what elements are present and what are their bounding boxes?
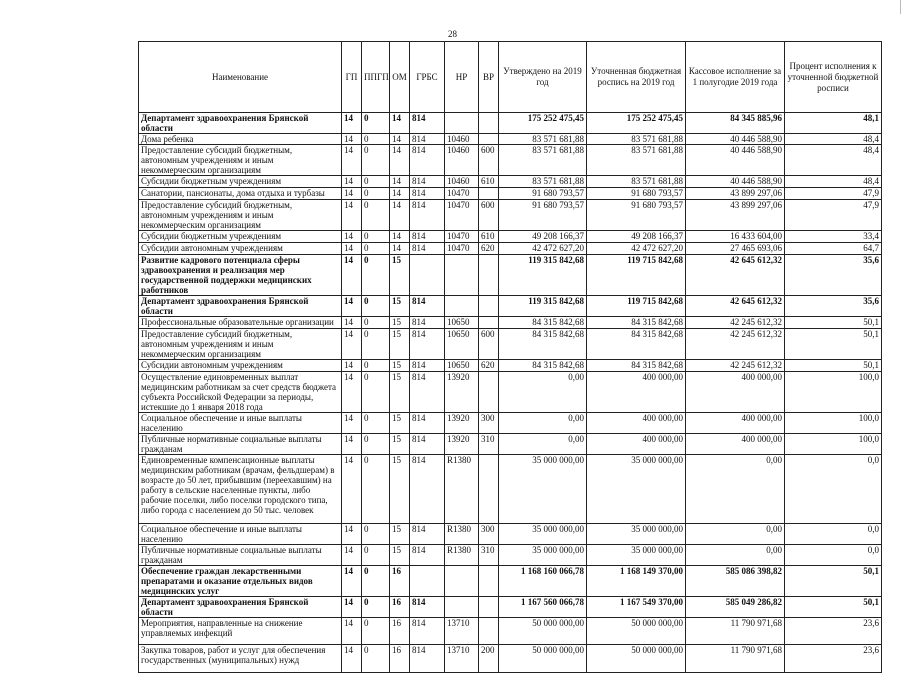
cell-vr: 620 <box>479 360 499 372</box>
cell-vr: 600 <box>479 145 499 176</box>
cell-gp: 14 <box>342 618 362 645</box>
cell-refined: 175 252 475,45 <box>587 113 686 134</box>
cell-approved: 35 000 000,00 <box>499 524 587 545</box>
cell-name: Предоставление субсидий бюджетным, автономным учреждениям и иным некоммерческим организациям <box>139 329 342 360</box>
cell-name: Публичные нормативные социальные выплаты гражданам <box>139 545 342 566</box>
table-row <box>139 243 882 255</box>
table-row <box>139 645 882 673</box>
cell-vr <box>479 372 499 413</box>
table-body <box>139 113 882 673</box>
cell-nr: 13920 <box>445 372 479 413</box>
col-header-executed: Кассовое исполнение за 1 полугодие 2019 года <box>686 42 785 113</box>
cell-grbs: 814 <box>410 317 445 329</box>
cell-percent: 47,9 <box>785 188 882 200</box>
cell-percent: 35,6 <box>785 296 882 317</box>
cell-executed: 585 086 398,82 <box>686 566 785 597</box>
cell-nr: 10470 <box>445 188 479 200</box>
cell-vr: 200 <box>479 645 499 673</box>
cell-om: 16 <box>390 566 410 597</box>
cell-nr: 10460 <box>445 176 479 188</box>
cell-gp: 14 <box>342 145 362 176</box>
cell-vr <box>479 317 499 329</box>
cell-vr <box>479 255 499 296</box>
cell-nr: R1380 <box>445 455 479 524</box>
cell-nr: 10470 <box>445 243 479 255</box>
cell-refined: 1 167 549 370,00 <box>587 597 686 618</box>
cell-name: Субсидии автономным учреждениям <box>139 360 342 372</box>
cell-approved: 175 252 475,45 <box>499 113 587 134</box>
table-row <box>139 597 882 618</box>
cell-om: 16 <box>390 645 410 673</box>
cell-name: Департамент здравоохранения Брянской области <box>139 296 342 317</box>
cell-vr <box>479 113 499 134</box>
table-row <box>139 231 882 243</box>
cell-grbs: 814 <box>410 372 445 413</box>
table-row <box>139 113 882 134</box>
cell-ppgp: 0 <box>362 243 390 255</box>
cell-ppgp: 0 <box>362 231 390 243</box>
cell-ppgp: 0 <box>362 413 390 434</box>
cell-executed: 400 000,00 <box>686 372 785 413</box>
cell-vr <box>479 188 499 200</box>
cell-om: 16 <box>390 618 410 645</box>
cell-ppgp: 0 <box>362 566 390 597</box>
cell-name: Осуществление единовременных выплат медицинским работникам за счет средств бюджета субъекта Российской Федерации за периоды, истекшие до 1 января 2018 года <box>139 372 342 413</box>
cell-grbs: 814 <box>410 545 445 566</box>
cell-approved: 35 000 000,00 <box>499 545 587 566</box>
cell-percent: 64,7 <box>785 243 882 255</box>
cell-gp: 14 <box>342 255 362 296</box>
table-row <box>139 329 882 360</box>
cell-grbs: 814 <box>410 134 445 145</box>
cell-executed: 40 446 588,90 <box>686 145 785 176</box>
cell-ppgp: 0 <box>362 176 390 188</box>
cell-gp: 14 <box>342 645 362 673</box>
cell-approved: 83 571 681,88 <box>499 145 587 176</box>
cell-nr: 10460 <box>445 145 479 176</box>
cell-percent: 50,1 <box>785 329 882 360</box>
cell-grbs: 814 <box>410 296 445 317</box>
cell-grbs <box>410 566 445 597</box>
cell-grbs: 814 <box>410 597 445 618</box>
cell-approved: 91 680 793,57 <box>499 200 587 231</box>
cell-ppgp: 0 <box>362 317 390 329</box>
cell-ppgp: 0 <box>362 434 390 455</box>
cell-refined: 91 680 793,57 <box>587 188 686 200</box>
cell-executed: 42 645 612,32 <box>686 255 785 296</box>
table-header-row <box>139 42 882 113</box>
cell-percent: 50,1 <box>785 597 882 618</box>
col-header-vr: ВР <box>479 42 499 113</box>
cell-refined: 83 571 681,88 <box>587 176 686 188</box>
table-row <box>139 372 882 413</box>
cell-ppgp: 0 <box>362 296 390 317</box>
table-row <box>139 200 882 231</box>
cell-om: 15 <box>390 524 410 545</box>
table-row <box>139 145 882 176</box>
cell-approved: 0,00 <box>499 434 587 455</box>
cell-percent: 0,0 <box>785 524 882 545</box>
cell-grbs: 814 <box>410 413 445 434</box>
cell-nr <box>445 255 479 296</box>
cell-vr <box>479 597 499 618</box>
table-row <box>139 455 882 524</box>
cell-name: Социальное обеспечение и иные выплаты населению <box>139 413 342 434</box>
cell-executed: 0,00 <box>686 545 785 566</box>
cell-ppgp: 0 <box>362 597 390 618</box>
cell-approved: 1 168 160 066,78 <box>499 566 587 597</box>
cell-approved: 84 315 842,68 <box>499 360 587 372</box>
cell-percent: 23,6 <box>785 618 882 645</box>
cell-refined: 35 000 000,00 <box>587 455 686 524</box>
cell-nr: 10470 <box>445 231 479 243</box>
budget-table <box>138 41 882 673</box>
cell-vr <box>479 296 499 317</box>
cell-nr: 10650 <box>445 317 479 329</box>
cell-gp: 14 <box>342 329 362 360</box>
cell-refined: 83 571 681,88 <box>587 134 686 145</box>
cell-approved: 83 571 681,88 <box>499 134 587 145</box>
cell-ppgp: 0 <box>362 372 390 413</box>
cell-grbs: 814 <box>410 524 445 545</box>
cell-om: 15 <box>390 360 410 372</box>
cell-executed: 43 899 297,06 <box>686 200 785 231</box>
cell-nr: 13920 <box>445 413 479 434</box>
cell-name: Дома ребенка <box>139 134 342 145</box>
cell-ppgp: 0 <box>362 455 390 524</box>
cell-name: Департамент здравоохранения Брянской области <box>139 597 342 618</box>
cell-percent: 33,4 <box>785 231 882 243</box>
cell-gp: 14 <box>342 200 362 231</box>
cell-name: Социальное обеспечение и иные выплаты населению <box>139 524 342 545</box>
cell-vr: 600 <box>479 329 499 360</box>
cell-approved: 0,00 <box>499 372 587 413</box>
cell-approved: 119 315 842,68 <box>499 255 587 296</box>
cell-om: 15 <box>390 455 410 524</box>
cell-vr: 300 <box>479 413 499 434</box>
cell-refined: 119 715 842,68 <box>587 255 686 296</box>
col-header-gp: ГП <box>342 42 362 113</box>
table-row <box>139 176 882 188</box>
cell-executed: 0,00 <box>686 455 785 524</box>
cell-percent: 0,0 <box>785 545 882 566</box>
cell-vr <box>479 455 499 524</box>
cell-grbs: 814 <box>410 243 445 255</box>
cell-grbs: 814 <box>410 145 445 176</box>
cell-om: 14 <box>390 134 410 145</box>
cell-executed: 400 000,00 <box>686 434 785 455</box>
cell-ppgp: 0 <box>362 145 390 176</box>
col-header-om: ОМ <box>390 42 410 113</box>
cell-grbs: 814 <box>410 188 445 200</box>
cell-nr: 10650 <box>445 360 479 372</box>
col-header-nr: НР <box>445 42 479 113</box>
cell-ppgp: 0 <box>362 188 390 200</box>
cell-ppgp: 0 <box>362 524 390 545</box>
cell-vr <box>479 618 499 645</box>
cell-nr: 10470 <box>445 200 479 231</box>
cell-percent: 100,0 <box>785 434 882 455</box>
cell-executed: 400 000,00 <box>686 413 785 434</box>
cell-refined: 400 000,00 <box>587 372 686 413</box>
cell-name: Департамент здравоохранения Брянской области <box>139 113 342 134</box>
cell-refined: 84 315 842,68 <box>587 360 686 372</box>
table-row <box>139 255 882 296</box>
cell-percent: 23,6 <box>785 645 882 673</box>
cell-approved: 91 680 793,57 <box>499 188 587 200</box>
table-row <box>139 360 882 372</box>
cell-gp: 14 <box>342 317 362 329</box>
cell-refined: 35 000 000,00 <box>587 524 686 545</box>
cell-grbs: 814 <box>410 329 445 360</box>
cell-percent: 0,0 <box>785 455 882 524</box>
cell-om: 14 <box>390 200 410 231</box>
cell-om: 15 <box>390 545 410 566</box>
cell-grbs <box>410 255 445 296</box>
cell-ppgp: 0 <box>362 329 390 360</box>
cell-approved: 84 315 842,68 <box>499 329 587 360</box>
cell-percent: 50,1 <box>785 317 882 329</box>
table-row <box>139 188 882 200</box>
cell-om: 15 <box>390 434 410 455</box>
cell-nr: R1380 <box>445 524 479 545</box>
cell-om: 14 <box>390 145 410 176</box>
cell-om: 14 <box>390 176 410 188</box>
cell-percent: 48,1 <box>785 113 882 134</box>
cell-grbs: 814 <box>410 434 445 455</box>
cell-approved: 35 000 000,00 <box>499 455 587 524</box>
cell-vr <box>479 134 499 145</box>
cell-ppgp: 0 <box>362 618 390 645</box>
cell-gp: 14 <box>342 188 362 200</box>
cell-vr: 620 <box>479 243 499 255</box>
cell-executed: 42 245 612,32 <box>686 317 785 329</box>
cell-grbs: 814 <box>410 455 445 524</box>
cell-approved: 50 000 000,00 <box>499 645 587 673</box>
cell-nr <box>445 566 479 597</box>
cell-refined: 49 208 166,37 <box>587 231 686 243</box>
cell-grbs: 814 <box>410 645 445 673</box>
cell-name: Единовременные компенсационные выплаты медицинским работникам (врачам, фельдшерам) в возрасте до 50 лет, прибывшим (переехавшим) на работу в сельские населенные пункты, либо рабочие поселки, либо поселки городского типа, либо города с населением до 50 тыс. человек <box>139 455 342 524</box>
cell-vr: 310 <box>479 545 499 566</box>
cell-om: 14 <box>390 231 410 243</box>
cell-name: Публичные нормативные социальные выплаты гражданам <box>139 434 342 455</box>
cell-nr <box>445 296 479 317</box>
cell-executed: 16 433 604,00 <box>686 231 785 243</box>
cell-refined: 1 168 149 370,00 <box>587 566 686 597</box>
cell-refined: 35 000 000,00 <box>587 545 686 566</box>
cell-vr: 610 <box>479 176 499 188</box>
cell-refined: 50 000 000,00 <box>587 618 686 645</box>
cell-percent: 47,9 <box>785 200 882 231</box>
cell-executed: 11 790 971,68 <box>686 645 785 673</box>
cell-gp: 14 <box>342 566 362 597</box>
cell-vr: 300 <box>479 524 499 545</box>
cell-percent: 48,4 <box>785 134 882 145</box>
table-row <box>139 434 882 455</box>
cell-executed: 42 645 612,32 <box>686 296 785 317</box>
cell-name: Субсидии бюджетным учреждениям <box>139 231 342 243</box>
cell-refined: 400 000,00 <box>587 413 686 434</box>
cell-name: Мероприятия, направленные на снижение управляемых инфекций <box>139 618 342 645</box>
cell-grbs: 814 <box>410 113 445 134</box>
cell-om: 15 <box>390 329 410 360</box>
cell-vr <box>479 566 499 597</box>
cell-name: Субсидии бюджетным учреждениям <box>139 176 342 188</box>
cell-approved: 1 167 560 066,78 <box>499 597 587 618</box>
cell-executed: 40 446 588,90 <box>686 176 785 188</box>
cell-refined: 83 571 681,88 <box>587 145 686 176</box>
cell-nr: 13710 <box>445 645 479 673</box>
cell-grbs: 814 <box>410 618 445 645</box>
cell-om: 15 <box>390 372 410 413</box>
cell-percent: 50,1 <box>785 360 882 372</box>
cell-percent: 48,4 <box>785 145 882 176</box>
cell-ppgp: 0 <box>362 645 390 673</box>
cell-name: Закупка товаров, работ и услуг для обеспечения государственных (муниципальных) нужд <box>139 645 342 673</box>
page-number: 28 <box>448 29 457 39</box>
cell-executed: 42 245 612,32 <box>686 329 785 360</box>
cell-name: Развитие кадрового потенциала сферы здравоохранения и реализация мер государственной поддержки медицинских работников <box>139 255 342 296</box>
cell-name: Предоставление субсидий бюджетным, автономным учреждениям и иным некоммерческим организациям <box>139 145 342 176</box>
table-row <box>139 524 882 545</box>
col-header-approved: Утверждено на 2019 год <box>499 42 587 113</box>
cell-executed: 585 049 286,82 <box>686 597 785 618</box>
cell-gp: 14 <box>342 134 362 145</box>
cell-executed: 0,00 <box>686 524 785 545</box>
cell-executed: 84 345 885,96 <box>686 113 785 134</box>
cell-om: 15 <box>390 296 410 317</box>
cell-refined: 84 315 842,68 <box>587 317 686 329</box>
cell-name: Санатории, пансионаты, дома отдыха и турбазы <box>139 188 342 200</box>
col-header-percent: Процент исполнения к уточненной бюджетной росписи <box>785 42 882 113</box>
table-row <box>139 545 882 566</box>
cell-approved: 83 571 681,88 <box>499 176 587 188</box>
page-edge-mark <box>900 0 901 14</box>
cell-refined: 50 000 000,00 <box>587 645 686 673</box>
cell-percent: 50,1 <box>785 566 882 597</box>
cell-executed: 42 245 612,32 <box>686 360 785 372</box>
cell-executed: 27 465 693,06 <box>686 243 785 255</box>
cell-nr: 13920 <box>445 434 479 455</box>
cell-nr <box>445 113 479 134</box>
cell-grbs: 814 <box>410 176 445 188</box>
cell-percent: 100,0 <box>785 372 882 413</box>
cell-percent: 100,0 <box>785 413 882 434</box>
cell-vr: 610 <box>479 231 499 243</box>
cell-vr: 600 <box>479 200 499 231</box>
cell-name: Профессиональные образовательные организации <box>139 317 342 329</box>
cell-nr <box>445 597 479 618</box>
col-header-name: Наименование <box>139 42 342 113</box>
table-row <box>139 134 882 145</box>
cell-gp: 14 <box>342 434 362 455</box>
cell-om: 16 <box>390 597 410 618</box>
cell-gp: 14 <box>342 597 362 618</box>
cell-ppgp: 0 <box>362 134 390 145</box>
cell-approved: 42 472 627,20 <box>499 243 587 255</box>
cell-nr: R1380 <box>445 545 479 566</box>
cell-gp: 14 <box>342 524 362 545</box>
cell-refined: 42 472 627,20 <box>587 243 686 255</box>
cell-gp: 14 <box>342 231 362 243</box>
cell-grbs: 814 <box>410 360 445 372</box>
cell-executed: 40 446 588,90 <box>686 134 785 145</box>
cell-ppgp: 0 <box>362 545 390 566</box>
cell-approved: 84 315 842,68 <box>499 317 587 329</box>
cell-om: 14 <box>390 188 410 200</box>
cell-gp: 14 <box>342 176 362 188</box>
cell-ppgp: 0 <box>362 200 390 231</box>
cell-approved: 0,00 <box>499 413 587 434</box>
table-row <box>139 566 882 597</box>
cell-gp: 14 <box>342 243 362 255</box>
cell-gp: 14 <box>342 372 362 413</box>
table-row <box>139 317 882 329</box>
cell-percent: 48,4 <box>785 176 882 188</box>
table-row <box>139 413 882 434</box>
cell-refined: 119 715 842,68 <box>587 296 686 317</box>
cell-executed: 43 899 297,06 <box>686 188 785 200</box>
cell-executed: 11 790 971,68 <box>686 618 785 645</box>
cell-refined: 400 000,00 <box>587 434 686 455</box>
cell-ppgp: 0 <box>362 360 390 372</box>
cell-om: 15 <box>390 413 410 434</box>
cell-gp: 14 <box>342 113 362 134</box>
cell-om: 14 <box>390 243 410 255</box>
cell-ppgp: 0 <box>362 255 390 296</box>
cell-ppgp: 0 <box>362 113 390 134</box>
cell-percent: 35,6 <box>785 255 882 296</box>
cell-nr: 13710 <box>445 618 479 645</box>
cell-om: 15 <box>390 317 410 329</box>
cell-vr: 310 <box>479 434 499 455</box>
cell-gp: 14 <box>342 545 362 566</box>
cell-grbs: 814 <box>410 231 445 243</box>
col-header-refined: Уточненная бюджетная роспись на 2019 год <box>587 42 686 113</box>
cell-grbs: 814 <box>410 200 445 231</box>
table-row <box>139 296 882 317</box>
cell-approved: 119 315 842,68 <box>499 296 587 317</box>
cell-om: 15 <box>390 255 410 296</box>
cell-refined: 91 680 793,57 <box>587 200 686 231</box>
cell-refined: 84 315 842,68 <box>587 329 686 360</box>
col-header-ppgp: ППГП <box>362 42 390 113</box>
cell-approved: 49 208 166,37 <box>499 231 587 243</box>
cell-nr: 10460 <box>445 134 479 145</box>
cell-name: Предоставление субсидий бюджетным, автономным учреждениям и иным некоммерческим организациям <box>139 200 342 231</box>
cell-nr: 10650 <box>445 329 479 360</box>
cell-gp: 14 <box>342 360 362 372</box>
cell-om: 14 <box>390 113 410 134</box>
cell-gp: 14 <box>342 296 362 317</box>
cell-name: Обеспечение граждан лекарственными препаратами и оказание отдельных видов медицинских услуг <box>139 566 342 597</box>
table-row <box>139 618 882 645</box>
cell-approved: 50 000 000,00 <box>499 618 587 645</box>
cell-name: Субсидии автономным учреждениям <box>139 243 342 255</box>
col-header-grbs: ГРБС <box>410 42 445 113</box>
cell-gp: 14 <box>342 413 362 434</box>
cell-gp: 14 <box>342 455 362 524</box>
